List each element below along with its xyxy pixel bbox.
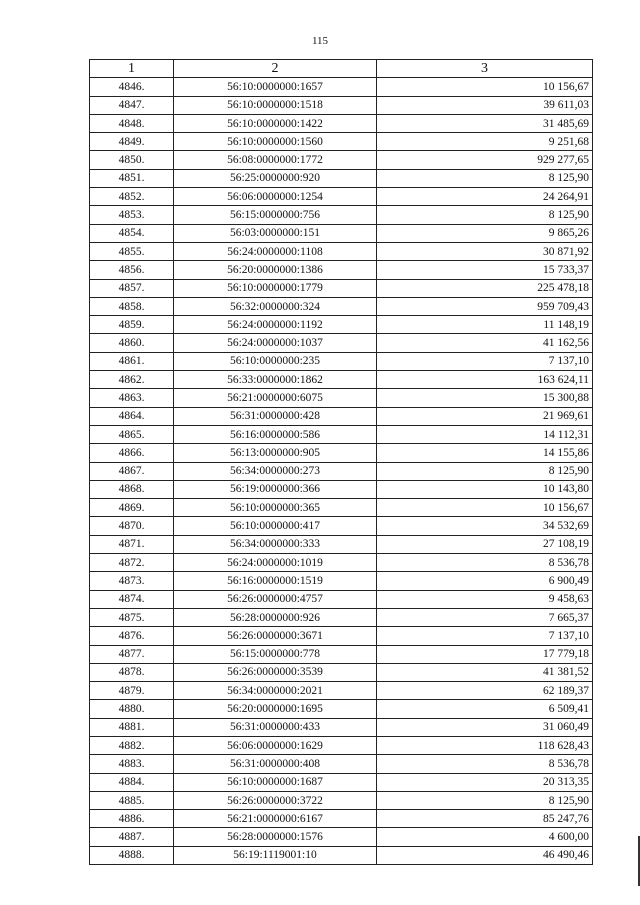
row-number: 4851.	[90, 169, 174, 187]
row-number: 4856.	[90, 261, 174, 279]
cadastral-value: 8 125,90	[377, 169, 593, 187]
cadastral-number: 56:19:1119001:10	[174, 846, 377, 864]
cadastral-value: 7 137,10	[377, 627, 593, 645]
table-row	[90, 645, 593, 663]
table-row	[90, 316, 593, 334]
cadastral-number: 56:34:0000000:333	[174, 535, 377, 553]
cadastral-value: 41 381,52	[377, 663, 593, 681]
table-row	[90, 188, 593, 206]
cadastral-number: 56:31:0000000:433	[174, 718, 377, 736]
table-row	[90, 828, 593, 846]
table-row	[90, 151, 593, 169]
cadastral-number: 56:21:0000000:6167	[174, 810, 377, 828]
cadastral-value: 31 060,49	[377, 718, 593, 736]
table-row	[90, 206, 593, 224]
table-row	[90, 297, 593, 315]
row-number: 4848.	[90, 114, 174, 132]
cadastral-value: 929 277,65	[377, 151, 593, 169]
row-number: 4867.	[90, 462, 174, 480]
row-number: 4849.	[90, 133, 174, 151]
table-row	[90, 682, 593, 700]
cadastral-value: 10 156,67	[377, 499, 593, 517]
cadastral-value: 8 536,78	[377, 755, 593, 773]
table-row	[90, 572, 593, 590]
table-row	[90, 425, 593, 443]
cadastral-number: 56:10:0000000:365	[174, 499, 377, 517]
row-number: 4855.	[90, 242, 174, 260]
cadastral-value: 8 125,90	[377, 462, 593, 480]
table-row	[90, 389, 593, 407]
row-number: 4854.	[90, 224, 174, 242]
column-header-3: 3	[377, 60, 593, 78]
cadastral-number: 56:15:0000000:778	[174, 645, 377, 663]
table-row	[90, 846, 593, 864]
row-number: 4861.	[90, 352, 174, 370]
row-number: 4882.	[90, 736, 174, 754]
row-number: 4887.	[90, 828, 174, 846]
row-number: 4880.	[90, 700, 174, 718]
row-number: 4886.	[90, 810, 174, 828]
cadastral-value: 15 300,88	[377, 389, 593, 407]
cadastral-value: 9 458,63	[377, 590, 593, 608]
row-number: 4888.	[90, 846, 174, 864]
cadastral-number: 56:34:0000000:2021	[174, 682, 377, 700]
table-body	[90, 78, 593, 865]
row-number: 4865.	[90, 425, 174, 443]
cadastral-value: 9 865,26	[377, 224, 593, 242]
column-header-1: 1	[90, 60, 174, 78]
table-row	[90, 755, 593, 773]
cadastral-number: 56:15:0000000:756	[174, 206, 377, 224]
cadastral-value: 31 485,69	[377, 114, 593, 132]
cadastral-number: 56:10:0000000:1779	[174, 279, 377, 297]
cadastral-number: 56:31:0000000:408	[174, 755, 377, 773]
cadastral-number: 56:10:0000000:417	[174, 517, 377, 535]
cadastral-number: 56:06:0000000:1629	[174, 736, 377, 754]
cadastral-number: 56:25:0000000:920	[174, 169, 377, 187]
table-row	[90, 499, 593, 517]
cadastral-value: 39 611,03	[377, 96, 593, 114]
cadastral-value: 30 871,92	[377, 242, 593, 260]
table-row	[90, 791, 593, 809]
cadastral-value: 15 733,37	[377, 261, 593, 279]
cadastral-number: 56:03:0000000:151	[174, 224, 377, 242]
row-number: 4879.	[90, 682, 174, 700]
cadastral-value: 6 509,41	[377, 700, 593, 718]
table-row	[90, 535, 593, 553]
cadastral-value: 163 624,11	[377, 371, 593, 389]
page-number: 115	[311, 35, 329, 47]
row-number: 4871.	[90, 535, 174, 553]
cadastral-value: 62 189,37	[377, 682, 593, 700]
row-number: 4847.	[90, 96, 174, 114]
cadastral-value: 34 532,69	[377, 517, 593, 535]
table-row	[90, 114, 593, 132]
table-row	[90, 718, 593, 736]
row-number: 4853.	[90, 206, 174, 224]
row-number: 4884.	[90, 773, 174, 791]
table-row	[90, 462, 593, 480]
cadastral-number: 56:26:0000000:3722	[174, 791, 377, 809]
table-row	[90, 261, 593, 279]
cadastral-number: 56:10:0000000:235	[174, 352, 377, 370]
cadastral-number: 56:21:0000000:6075	[174, 389, 377, 407]
cadastral-value: 27 108,19	[377, 535, 593, 553]
table-row	[90, 169, 593, 187]
row-number: 4883.	[90, 755, 174, 773]
cadastral-value: 11 148,19	[377, 316, 593, 334]
cadastral-number: 56:32:0000000:324	[174, 297, 377, 315]
row-number: 4869.	[90, 499, 174, 517]
cadastral-number: 56:10:0000000:1657	[174, 78, 377, 96]
table-row	[90, 224, 593, 242]
table-row	[90, 242, 593, 260]
table-row	[90, 352, 593, 370]
cadastral-number: 56:24:0000000:1037	[174, 334, 377, 352]
row-number: 4877.	[90, 645, 174, 663]
cadastral-number: 56:24:0000000:1019	[174, 554, 377, 572]
cadastral-number: 56:26:0000000:3539	[174, 663, 377, 681]
table-row	[90, 444, 593, 462]
cadastral-number: 56:16:0000000:1519	[174, 572, 377, 590]
cadastral-value: 225 478,18	[377, 279, 593, 297]
cadastral-number: 56:06:0000000:1254	[174, 188, 377, 206]
table-row	[90, 133, 593, 151]
cadastral-number: 56:20:0000000:1386	[174, 261, 377, 279]
column-header-2: 2	[174, 60, 377, 78]
cadastral-value: 8 125,90	[377, 206, 593, 224]
cadastral-number: 56:10:0000000:1422	[174, 114, 377, 132]
table-row	[90, 773, 593, 791]
row-number: 4860.	[90, 334, 174, 352]
cadastral-number: 56:28:0000000:1576	[174, 828, 377, 846]
table-row	[90, 663, 593, 681]
cadastral-value: 14 155,86	[377, 444, 593, 462]
table-row	[90, 736, 593, 754]
cadastral-value: 10 143,80	[377, 480, 593, 498]
row-number: 4857.	[90, 279, 174, 297]
row-number: 4852.	[90, 188, 174, 206]
table-row	[90, 554, 593, 572]
cadastral-value: 46 490,46	[377, 846, 593, 864]
table-header-row	[90, 60, 593, 78]
cadastral-value: 20 313,35	[377, 773, 593, 791]
cadastral-value: 7 137,10	[377, 352, 593, 370]
table-row	[90, 407, 593, 425]
table-row	[90, 96, 593, 114]
row-number: 4863.	[90, 389, 174, 407]
cadastral-number: 56:16:0000000:586	[174, 425, 377, 443]
cadastral-value: 6 900,49	[377, 572, 593, 590]
cadastral-value: 118 628,43	[377, 736, 593, 754]
cadastral-number: 56:08:0000000:1772	[174, 151, 377, 169]
table-row	[90, 810, 593, 828]
row-number: 4881.	[90, 718, 174, 736]
row-number: 4866.	[90, 444, 174, 462]
cadastral-number: 56:13:0000000:905	[174, 444, 377, 462]
cadastral-value: 41 162,56	[377, 334, 593, 352]
row-number: 4859.	[90, 316, 174, 334]
cadastral-number: 56:26:0000000:4757	[174, 590, 377, 608]
cadastral-number: 56:10:0000000:1518	[174, 96, 377, 114]
cadastral-number: 56:34:0000000:273	[174, 462, 377, 480]
row-number: 4870.	[90, 517, 174, 535]
row-number: 4878.	[90, 663, 174, 681]
table-row	[90, 627, 593, 645]
cadastral-number: 56:19:0000000:366	[174, 480, 377, 498]
row-number: 4885.	[90, 791, 174, 809]
cadastral-number: 56:10:0000000:1687	[174, 773, 377, 791]
cadastral-number: 56:28:0000000:926	[174, 608, 377, 626]
cadastral-number: 56:31:0000000:428	[174, 407, 377, 425]
cadastral-value: 10 156,67	[377, 78, 593, 96]
cadastral-value: 7 665,37	[377, 608, 593, 626]
cadastral-value-table	[89, 59, 593, 865]
cadastral-value: 8 125,90	[377, 791, 593, 809]
cadastral-value: 24 264,91	[377, 188, 593, 206]
cadastral-value: 959 709,43	[377, 297, 593, 315]
row-number: 4864.	[90, 407, 174, 425]
cadastral-value: 4 600,00	[377, 828, 593, 846]
cadastral-value: 8 536,78	[377, 554, 593, 572]
row-number: 4868.	[90, 480, 174, 498]
cadastral-number: 56:26:0000000:3671	[174, 627, 377, 645]
cadastral-value: 85 247,76	[377, 810, 593, 828]
table-row	[90, 608, 593, 626]
row-number: 4873.	[90, 572, 174, 590]
cadastral-number: 56:24:0000000:1108	[174, 242, 377, 260]
table-row	[90, 590, 593, 608]
cadastral-number: 56:33:0000000:1862	[174, 371, 377, 389]
table-row	[90, 480, 593, 498]
row-number: 4874.	[90, 590, 174, 608]
row-number: 4876.	[90, 627, 174, 645]
row-number: 4872.	[90, 554, 174, 572]
row-number: 4850.	[90, 151, 174, 169]
table-row	[90, 334, 593, 352]
table-row	[90, 279, 593, 297]
row-number: 4862.	[90, 371, 174, 389]
table-row	[90, 700, 593, 718]
cadastral-value: 14 112,31	[377, 425, 593, 443]
cadastral-value: 9 251,68	[377, 133, 593, 151]
cadastral-number: 56:10:0000000:1560	[174, 133, 377, 151]
cadastral-value: 21 969,61	[377, 407, 593, 425]
table-row	[90, 371, 593, 389]
row-number: 4875.	[90, 608, 174, 626]
table-row	[90, 517, 593, 535]
cadastral-number: 56:20:0000000:1695	[174, 700, 377, 718]
row-number: 4858.	[90, 297, 174, 315]
cadastral-number: 56:24:0000000:1192	[174, 316, 377, 334]
cadastral-value: 17 779,18	[377, 645, 593, 663]
row-number: 4846.	[90, 78, 174, 96]
table-row	[90, 78, 593, 96]
